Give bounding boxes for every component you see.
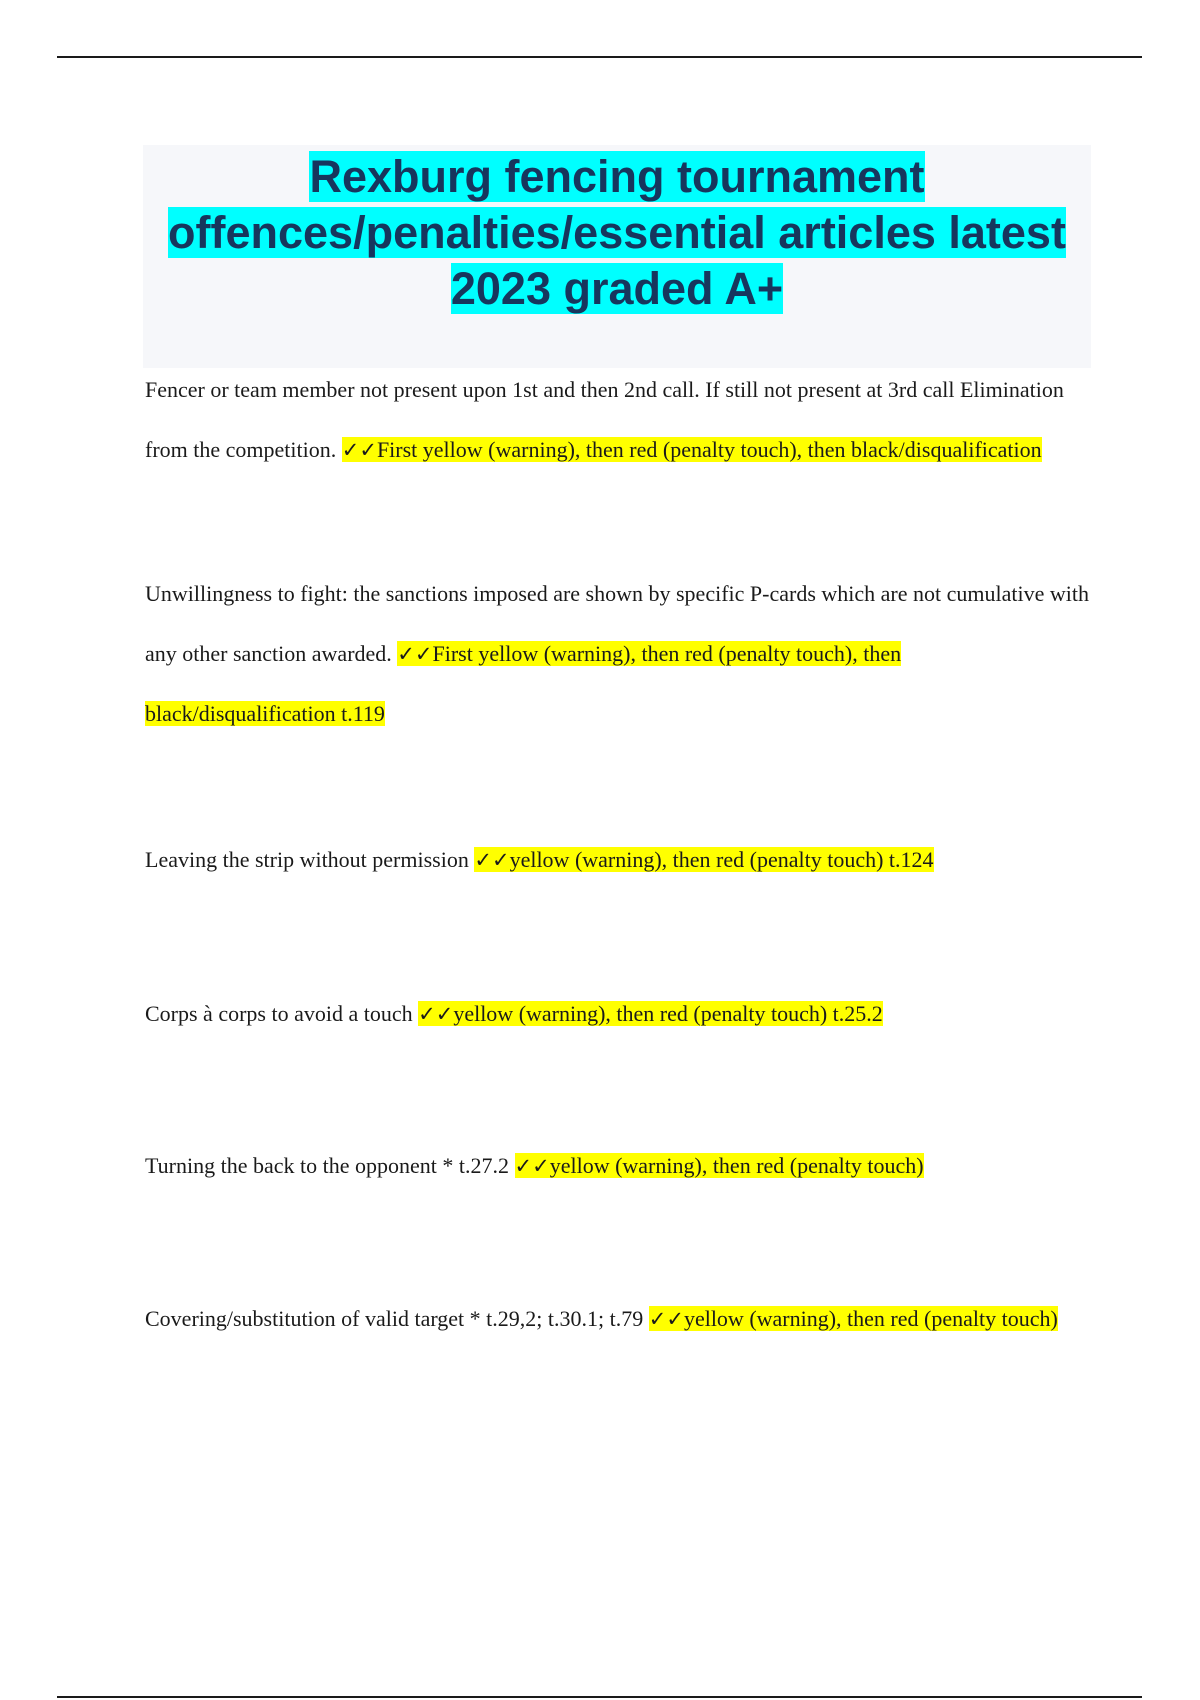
entry-question: Unwillingness to fight: the sanctions imposed are shown by specific P-cards which are not cumulative with any other sanction awarded. [145, 581, 1089, 666]
entry [145, 830, 1090, 890]
entry-answer: yellow (warning), then red (penalty touch) t.124 [509, 847, 934, 872]
document-title [143, 149, 1091, 317]
checkmark-icon: ✓✓ [418, 1002, 454, 1026]
entry [145, 1136, 1090, 1196]
entry-question: Turning the back to the opponent * t.27.2 [145, 1153, 509, 1178]
entry [145, 984, 1090, 1044]
entry-question: Leaving the strip without permission [145, 847, 469, 872]
entry-answer: yellow (warning), then red (penalty touch) [549, 1153, 924, 1178]
entry-answer: First yellow (warning), then red (penalty touch), then black/disqualification t.119 [145, 641, 902, 726]
entry-question: Covering/substitution of valid target * t.29,2; t.30.1; t.79 [145, 1306, 644, 1331]
checkmark-icon: ✓✓ [474, 848, 510, 872]
entry-answer: First yellow (warning), then red (penalty touch), then black/disqualification [376, 437, 1042, 462]
entry-answer-highlight [649, 1306, 1058, 1331]
entry-answer: yellow (warning), then red (penalty touch) t.25.2 [453, 1001, 883, 1026]
entry [145, 360, 1090, 480]
bottom-rule [57, 1696, 1142, 1698]
entry [145, 1289, 1090, 1349]
entry-answer-highlight [474, 847, 933, 872]
document-title-text: Rexburg fencing tournament offences/penalties/essential articles latest 2023 graded A+ [168, 151, 1066, 314]
entry-list [145, 360, 1090, 1349]
entry-answer-highlight [515, 1153, 924, 1178]
entry-question: Fencer or team member not present upon 1st and then 2nd call. If still not present at 3rd call Elimination from the competition. [145, 377, 1064, 462]
top-rule [57, 56, 1142, 58]
entry [145, 564, 1090, 744]
checkmark-icon: ✓✓ [514, 1154, 550, 1178]
checkmark-icon: ✓✓ [397, 642, 433, 666]
title-block [143, 145, 1091, 368]
entry-answer-highlight [342, 437, 1042, 462]
entry-question: Corps à corps to avoid a touch [145, 1001, 413, 1026]
entry-answer-highlight [418, 1001, 883, 1026]
checkmark-icon: ✓✓ [341, 438, 377, 462]
entry-answer: yellow (warning), then red (penalty touch) [683, 1306, 1058, 1331]
checkmark-icon: ✓✓ [648, 1307, 684, 1331]
